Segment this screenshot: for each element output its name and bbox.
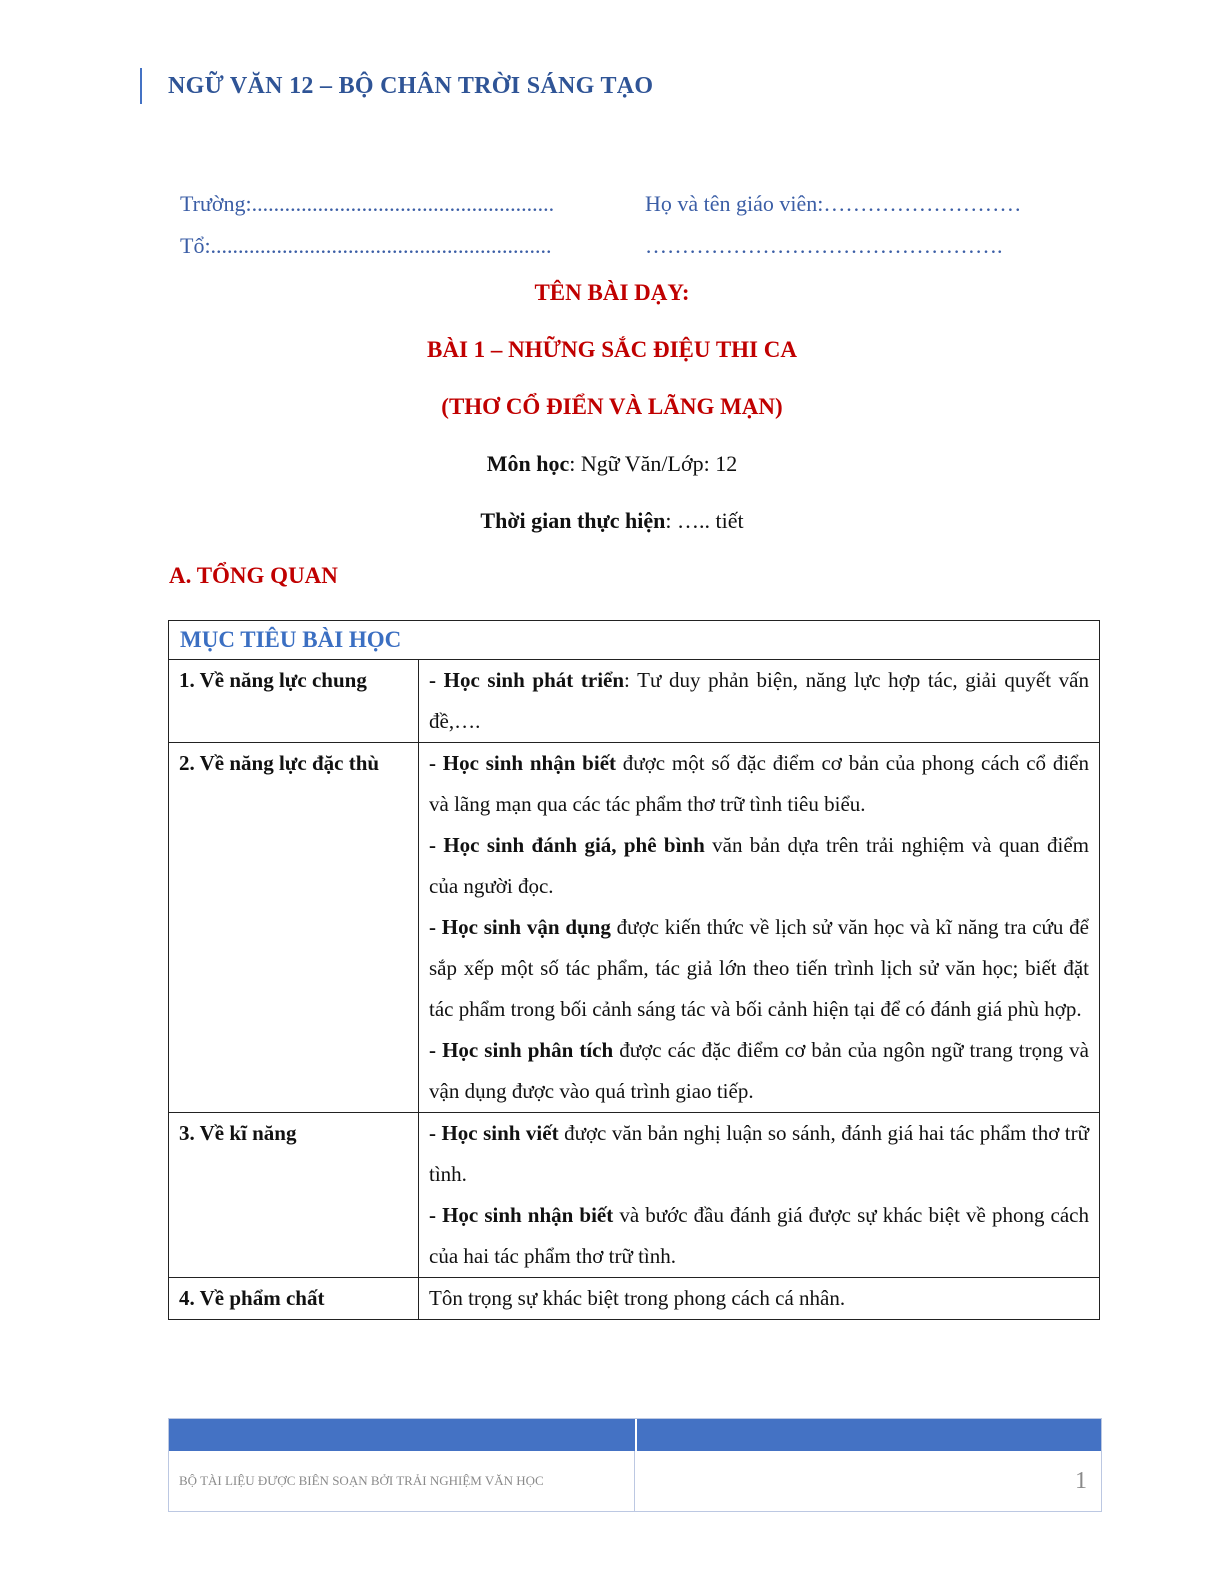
objective-text: được một số đặc điểm cơ bản của phong cách cổ điển và lãng mạn qua các tác phẩm thơ trữ tình tiêu biểu. [429, 751, 1089, 816]
school-field: Trường:....................................................... [180, 191, 555, 216]
info-row-1 [180, 183, 1080, 225]
subject-value: : Ngữ Văn/Lớp: 12 [569, 451, 738, 476]
objective-item [429, 1030, 1089, 1112]
objective-category: 3. Về kĩ năng [169, 1113, 419, 1278]
group-field: Tổ:.............................................................. [180, 233, 552, 258]
subject-line [0, 451, 1224, 477]
page-header [140, 68, 653, 104]
objectives-body [169, 660, 1100, 1320]
objective-content [419, 743, 1100, 1113]
objective-lead: - Học sinh phân tích [429, 1038, 614, 1062]
time-value: : ….. tiết [665, 508, 744, 533]
table-row [169, 1278, 1100, 1320]
objective-lead: - Học sinh nhận biết [429, 1203, 614, 1227]
objective-item [429, 743, 1089, 825]
objective-text: Tôn trọng sự khác biệt trong phong cách cá nhân. [429, 1286, 846, 1310]
info-row-2 [180, 225, 1080, 267]
objective-text: được các đặc điểm cơ bản của ngôn ngữ trang trọng và vận dụng được vào quá trình giao tiếp. [429, 1038, 1089, 1103]
header-title: NGỮ VĂN 12 – BỘ CHÂN TRỜI SÁNG TẠO [168, 72, 654, 99]
footer-text: BỘ TÀI LIỆU ĐƯỢC BIÊN SOẠN BỞI TRẢI NGHIỆM VĂN HỌC [169, 1451, 635, 1511]
objective-item [429, 825, 1089, 907]
objective-item [429, 1195, 1089, 1277]
time-line [0, 508, 1224, 534]
footer-row [169, 1451, 1101, 1511]
section-heading: A. TỔNG QUAN [169, 563, 338, 588]
objectives-table [168, 620, 1100, 1320]
objective-content [419, 1113, 1100, 1278]
lesson-title: BÀI 1 – NHỮNG SẮC ĐIỆU THI CA [427, 337, 797, 362]
objective-lead: - Học sinh nhận biết [429, 751, 617, 775]
table-row [169, 660, 1100, 743]
objective-content [419, 660, 1100, 743]
objective-category: 4. Về phẩm chất [169, 1278, 419, 1320]
lesson-label: TÊN BÀI DẠY: [534, 280, 690, 305]
lesson-subtitle: (THƠ CỔ ĐIỂN VÀ LÃNG MẠN) [441, 394, 783, 419]
objective-text: được kiến thức về lịch sử văn học và kĩ năng tra cứu để sắp xếp một số tác phẩm, tác giả lớn theo tiến trình lịch sử văn học; biết đặt tác phẩm trong bối cảnh sáng tác và bối cảnh hiện tại để có đánh giá phù hợp. [429, 915, 1090, 1021]
objectives-heading: MỤC TIÊU BÀI HỌC [169, 621, 1100, 660]
page-number: 1 [1075, 1467, 1087, 1494]
table-row [169, 743, 1100, 1113]
objective-item [429, 907, 1089, 1030]
teacher-field: Họ và tên giáo viên:……………………… [645, 191, 1022, 216]
info-block [180, 183, 1080, 267]
time-label: Thời gian thực hiện [480, 508, 666, 533]
objective-text: và bước đầu đánh giá được sự khác biệt về phong cách của hai tác phẩm thơ trữ tình. [429, 1203, 1089, 1268]
objective-category: 2. Về năng lực đặc thù [169, 743, 419, 1113]
objectives-header-row [169, 621, 1100, 660]
objective-lead: - Học sinh phát triển [429, 668, 625, 692]
footer-bar [169, 1419, 1101, 1451]
table-row [169, 1113, 1100, 1278]
objective-item [429, 660, 1089, 742]
objective-item [429, 1278, 1089, 1319]
page-footer [168, 1418, 1102, 1512]
objective-lead: - Học sinh viết [429, 1121, 559, 1145]
objective-text: : Tư duy phản biện, năng lực hợp tác, giải quyết vấn đề,…. [429, 668, 1089, 733]
objective-text: được văn bản nghị luận so sánh, đánh giá hai tác phẩm thơ trữ tình. [429, 1121, 1089, 1186]
objective-content [419, 1278, 1100, 1320]
objective-category: 1. Về năng lực chung [169, 660, 419, 743]
objective-lead: - Học sinh đánh giá, phê bình [429, 833, 705, 857]
objective-lead: - Học sinh vận dụng [429, 915, 611, 939]
subject-label: Môn học [486, 451, 570, 476]
teacher-field-line2: …………………………………………. [645, 233, 1003, 258]
objective-text: văn bản dựa trên trải nghiệm và quan điểm của người đọc. [429, 833, 1089, 898]
objective-item [429, 1113, 1089, 1195]
